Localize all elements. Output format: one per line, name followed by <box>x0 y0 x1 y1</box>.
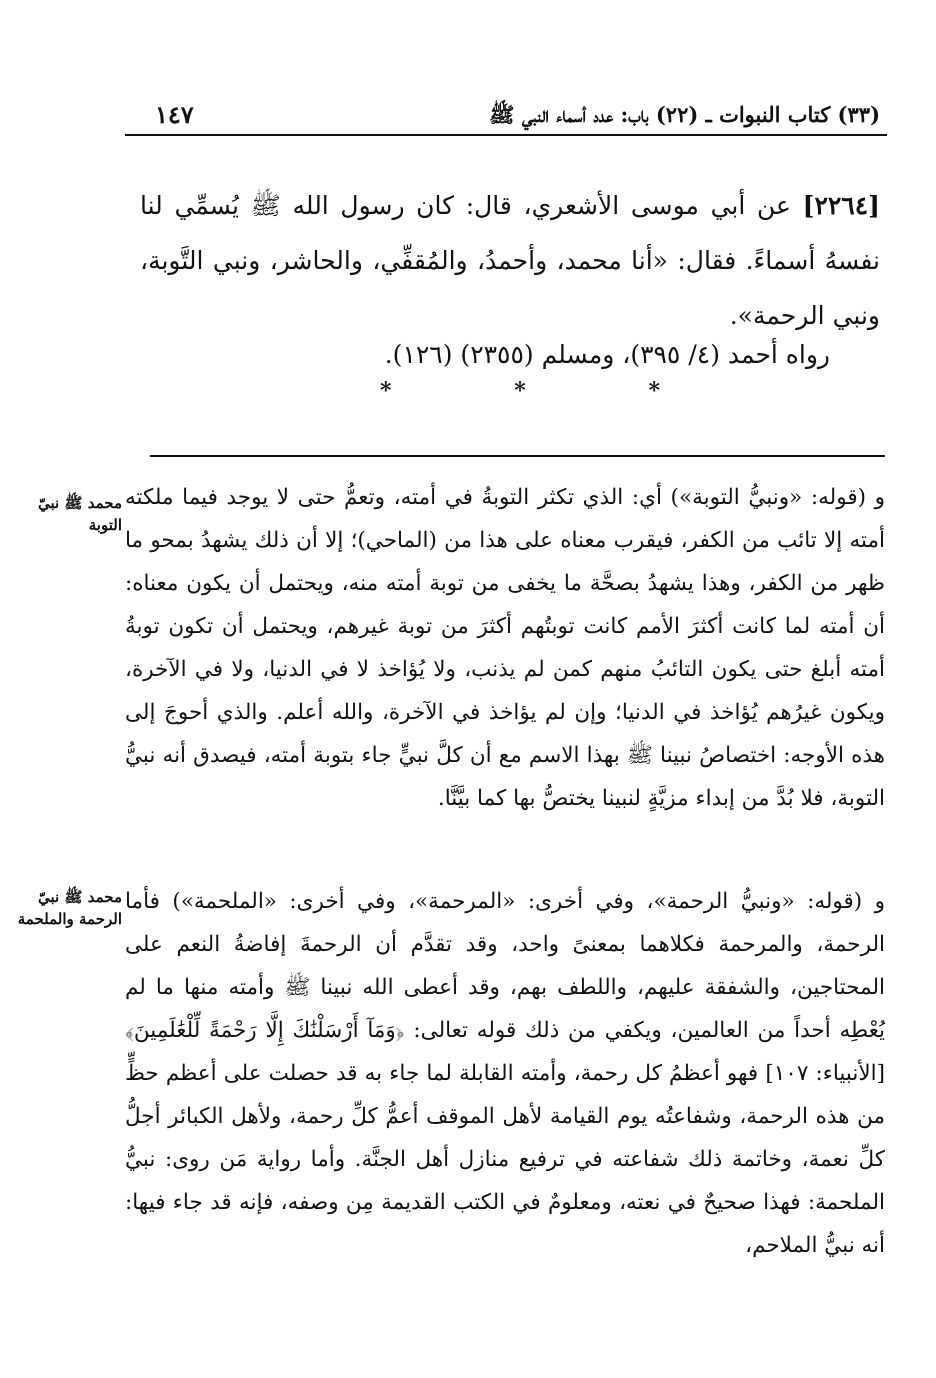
hadith-source: رواه أحمد (٤/ ٣٩٥)، ومسلم (٢٣٥٥) (١٢٦). <box>384 340 830 369</box>
page-header <box>130 100 890 132</box>
margin-note-rahma: محمد ﷺ نبيّ الرحمة والملحمة <box>17 888 122 928</box>
star-icon: * <box>648 378 660 404</box>
commentary-paragraph: و (قوله: «ونبيُّ الرحمة»، وفي أخرى: «المرحمة»، وفي أخرى: «الملحمة») فأما الرحمة، والمرحمة فكلاهما بمعنىً واحد، وقد تقدَّم أن الرحمةَ إفاضةُ النعم على المحتاجين، والشفقة عليهم، واللطف بهم، وقد أعطى الله نبينا ﷺ وأمته منها ما لم يُعْطِه أحداً من العالمين، ويكفي من ذلك قوله تعالى: ﴿وَمَآ أَرْسَلْنَٰكَ إِلَّا رَحْمَةً لِّلْعَٰلَمِينَ﴾ [الأنبياء: ١٠٧] فهو أعظمُ كل رحمة، وأمته القابلة لما جاء به قد حصلت على أعظم حظٍّ من هذه الرحمة، وشفاعتُه يوم القيامة لأهل الموقف أعمُّ كلِّ رحمة، ولأهل الكبائر أجلُّ كلِّ نعمة، وخاتمة ذلك شفاعته في ترفيع منازل أهل الجنَّة. وأما رواية مَن روى: نبيُّ الملحمة: فهذا صحيحٌ في نعته، ومعلومٌ في الكتب القديمة مِن وصفه، فإنه قد جاء فيها: أنه نبيُّ الملاحم، <box>125 889 885 1258</box>
hadith-number: [٢٢٦٤] <box>802 191 881 220</box>
commentary-rule <box>150 455 885 457</box>
hadith-paragraph <box>140 178 880 343</box>
commentary-block <box>125 880 885 1267</box>
stars-divider <box>380 378 660 414</box>
page-number: ١٤٧ <box>155 100 194 129</box>
commentary-block <box>125 476 885 820</box>
hadith-block <box>140 178 880 343</box>
header-rule <box>125 134 887 136</box>
hadith-text: عن أبي موسى الأشعري، قال: كان رسول الله ﷺ يُسمِّي لنا نفسهُ أسماءً. فقال: «أنا محمد، وأحمدُ، والمُقفِّي، والحاشر، ونبي التَّوبة، ونبي الرحمة». <box>140 191 880 330</box>
star-icon: * <box>514 378 526 404</box>
running-title: (٣٣) كتاب النبوات ـ (٢٢) باب: عدد أسماء النبي ﷺ <box>489 102 880 127</box>
margin-note-tawba: محمد ﷺ نبيّ التوبة <box>37 494 122 534</box>
commentary-paragraph: و (قوله: «ونبيُّ التوبة») أي: الذي تكثر التوبةُ في أمته، وتعمُّ حتى لا يوجد فيما ملكته أمته إلا تائب من الكفر، فيقرب معناه على هذا من (الماحي)؛ إلا أن ذلك يشهدُ بمحو ما ظهر من الكفر، وهذا يشهدُ بصحَّة ما يخفى من توبة أمته منه، ويحتمل أن يكون معناه: أن أمته لما كانت أكثرَ الأمم كانت توبتُهم أكثرَ من توبة غيرهم، ويحتمل أن تكون توبةُ أمته أبلغ حتى يكون التائبُ منهم كمن لم يذنب، ولا يُؤاخذ لا في الدنيا، ولا في الآخرة، ويكون غيرُهم يُؤاخذ في الدنيا؛ وإن لم يؤاخذ في الآخرة، والله أعلم. والذي أحوجَ إلى هذه الأوجه: اختصاصُ نبينا ﷺ بهذا الاسم مع أن كلَّ نبيٍّ جاء بتوبة أمته، فيصدق أنه نبيُّ التوبة، فلا بُدَّ من إبداء مزيَّةٍ لنبينا يختصُّ بها كما بيَّنَّا. <box>125 485 885 811</box>
star-icon: * <box>380 378 392 404</box>
